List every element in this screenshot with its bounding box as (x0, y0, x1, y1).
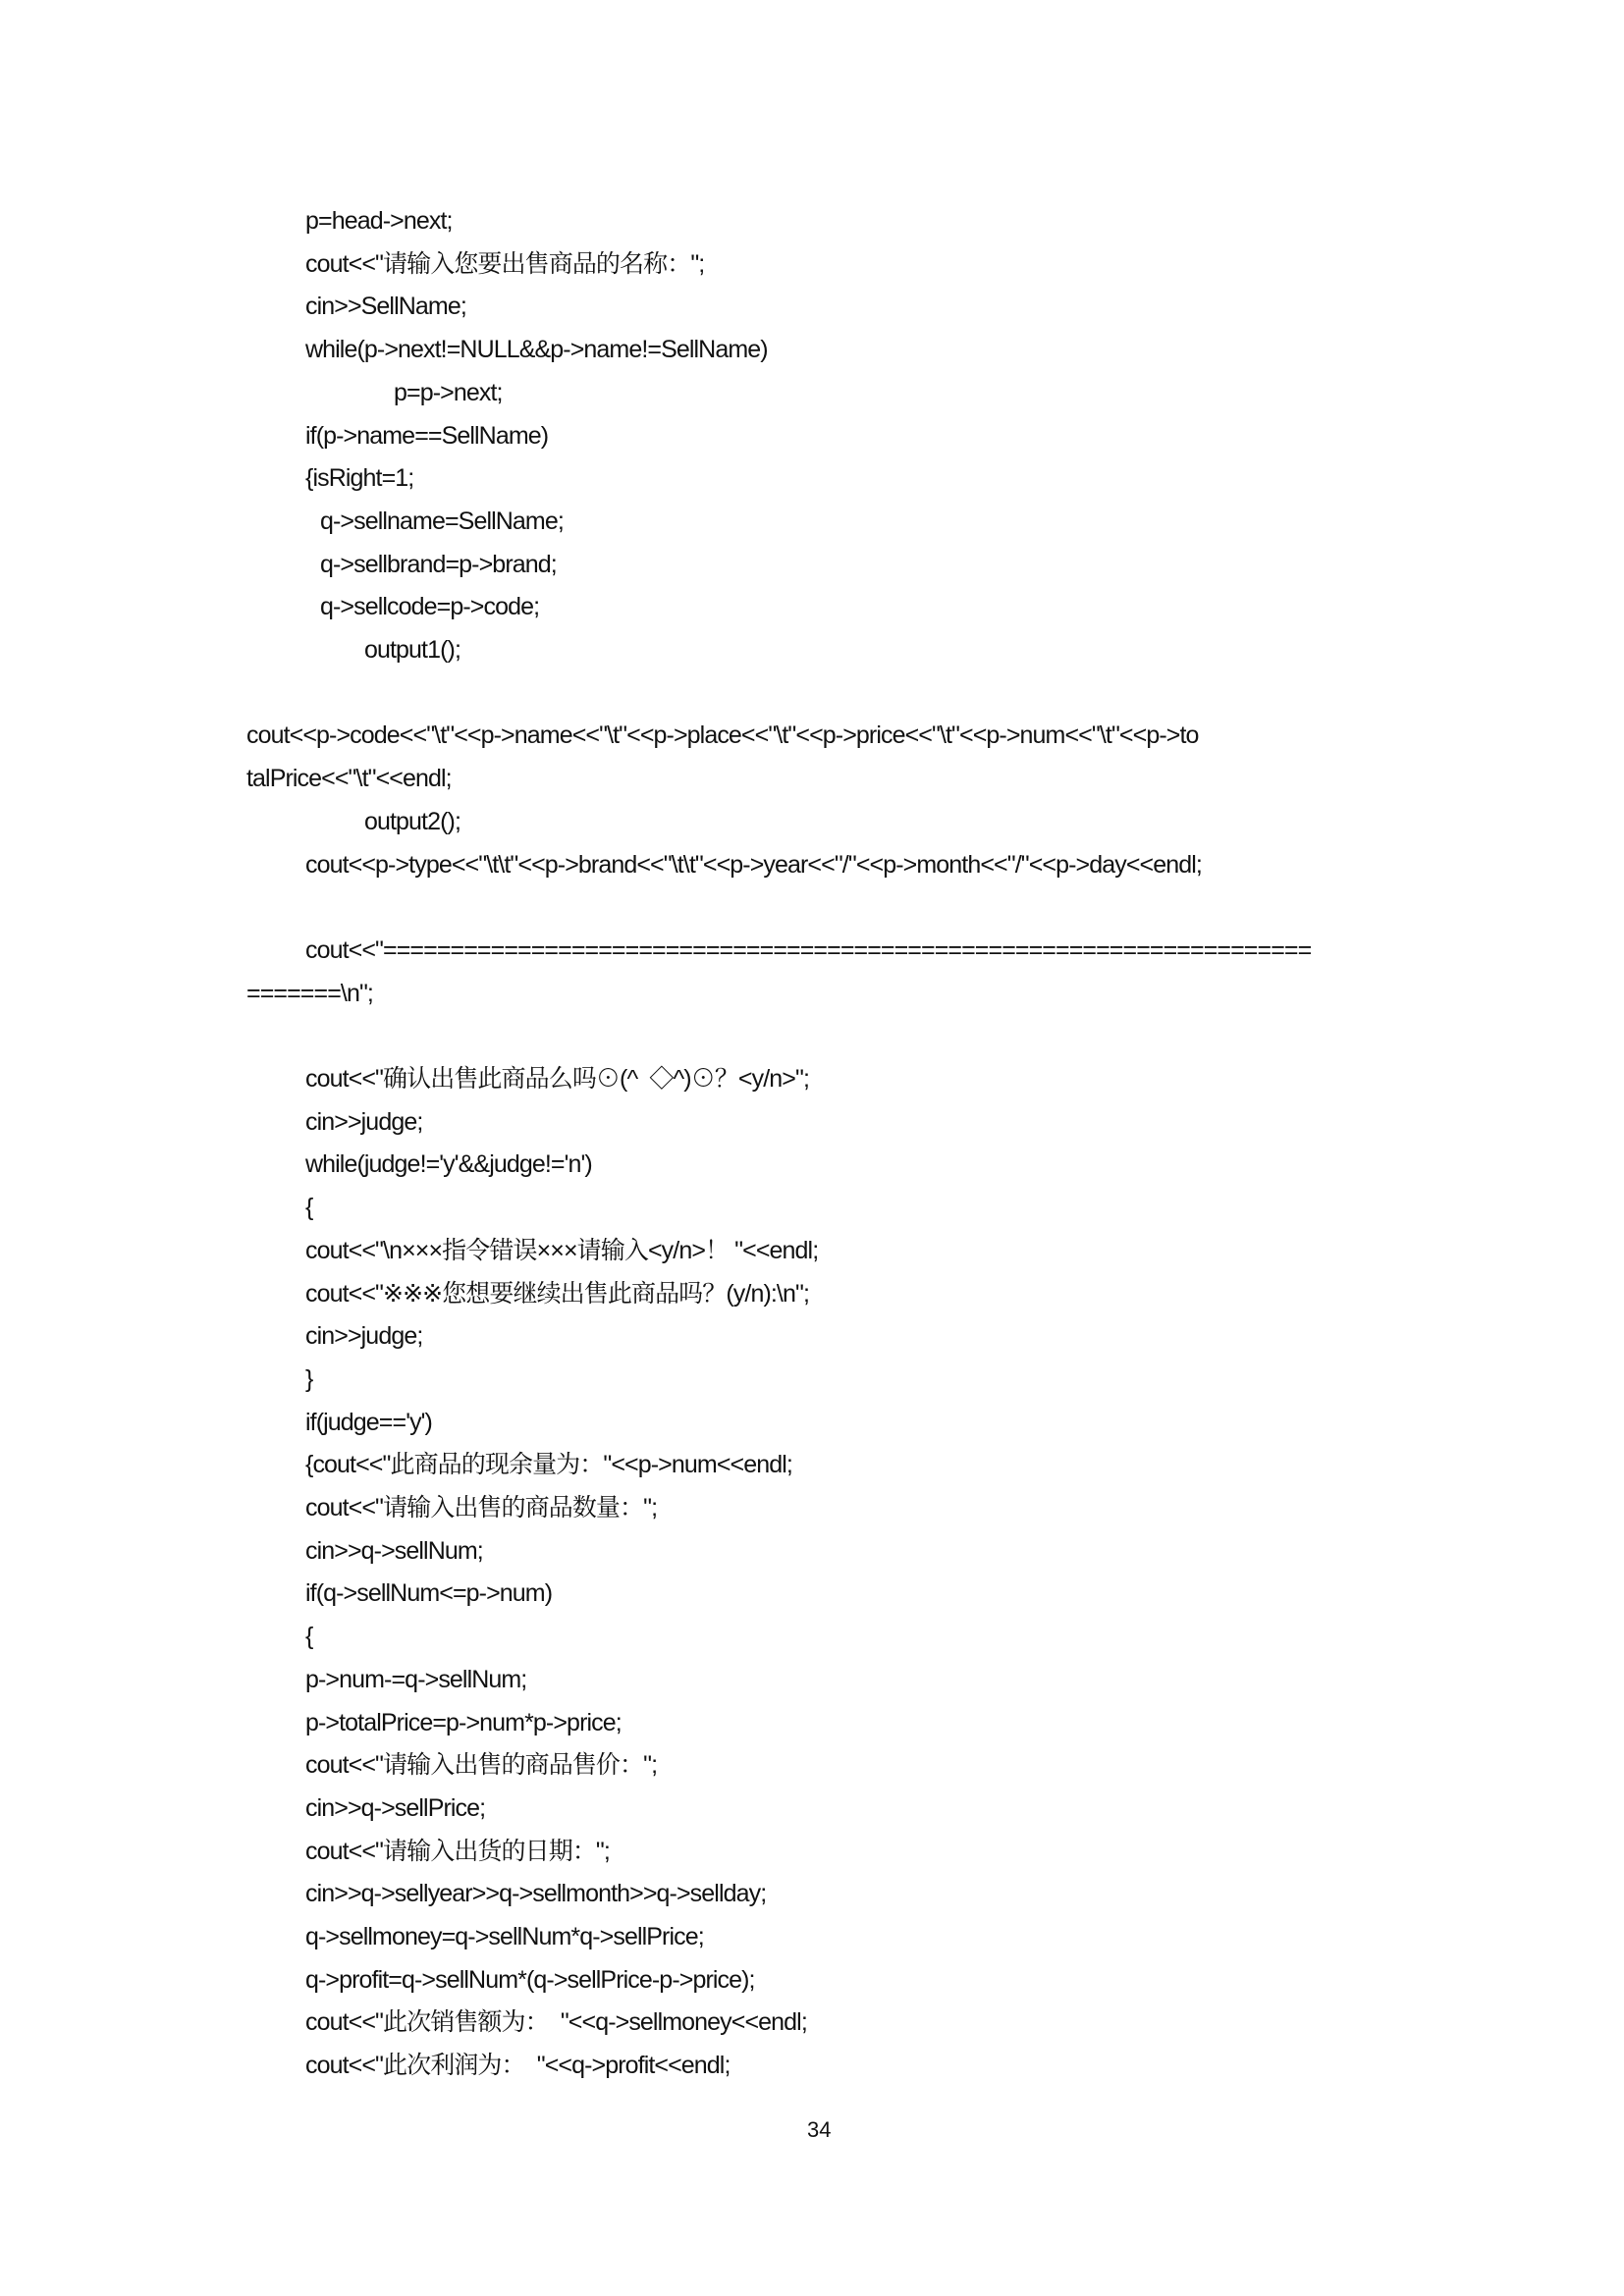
code-line: cin>>q->sellyear>>q->sellmonth>>q->sellday; (305, 1880, 767, 1908)
code-line: } (305, 1364, 313, 1393)
code-line: while(p->next!=NULL&&p->name!=SellName) (305, 336, 768, 364)
code-line: cout<<"请输入出售的商品数量："; (305, 1494, 658, 1522)
code-line: cout<<"此次销售额为： "<<q->sellmoney<<endl; (305, 2008, 807, 2037)
code-line: {cout<<"此商品的现余量为："<<p->num<<endl; (305, 1451, 792, 1479)
code-line: if(judge=='y') (305, 1408, 432, 1436)
code-line: q->sellcode=p->code; (320, 593, 540, 621)
code-line: cout<<"请输入您要出售商品的名称："; (305, 249, 705, 278)
code-line: cout<<"确认出售此商品么吗⊙(^ ◇^)⊙？<y/n>"; (305, 1065, 810, 1093)
code-line: cin>>judge; (305, 1107, 423, 1136)
code-line: cin>>SellName; (305, 293, 466, 321)
code-line: p->num-=q->sellNum; (305, 1665, 527, 1693)
code-line: cout<<"请输入出货的日期："; (305, 1837, 610, 1865)
code-line: { (305, 1194, 313, 1222)
code-line: output1(); (364, 636, 461, 664)
code-line: q->profit=q->sellNum*(q->sellPrice-p->price); (305, 1965, 755, 1994)
code-line: cout<<"\n×××指令错误×××请输入<y/n>！ "<<endl; (305, 1236, 819, 1264)
code-line: cin>>q->sellPrice; (305, 1793, 486, 1822)
code-line: p=head->next; (305, 207, 453, 235)
code-line: cout<<"请输入出售的商品售价："; (305, 1751, 658, 1780)
code-line: if(q->sellNum<=p->num) (305, 1579, 553, 1608)
code-line: q->sellname=SellName; (320, 507, 564, 535)
code-line: q->sellbrand=p->brand; (320, 550, 557, 578)
code-line: while(judge!='y'&&judge!='n') (305, 1150, 592, 1179)
code-line: {isRight=1; (305, 464, 414, 493)
code-line: { (305, 1623, 313, 1651)
code-line: cin>>judge; (305, 1322, 423, 1351)
code-line: output2(); (364, 807, 461, 835)
code-line: cin>>q->sellNum; (305, 1536, 483, 1565)
code-line: q->sellmoney=q->sellNum*q->sellPrice; (305, 1923, 704, 1950)
code-line: cout<<p->code<<"\t"<<p->name<<"\t"<<p->place<<"\t"<<p->price<<"\t"<<p->num<<"\t"<<p->to (246, 721, 1199, 750)
page-number: 34 (807, 2117, 832, 2142)
code-line: p->totalPrice=p->num*p->price; (305, 1708, 622, 1736)
code-line: =======\n"; (246, 979, 373, 1007)
code-line: cout<<"此次利润为： "<<q->profit<<endl; (305, 2052, 731, 2080)
code-line: talPrice<<"\t"<<endl; (246, 765, 452, 793)
code-line: cout<<"===================================================================== (305, 935, 1312, 964)
code-line: cout<<p->type<<"\t\t"<<p->brand<<"\t\t"<<p->year<<"/"<<p->month<<"/"<<p->day<<endl; (305, 850, 1202, 879)
code-line: cout<<"※※※您想要继续出售此商品吗？(y/n):\n"; (305, 1279, 809, 1308)
code-line: if(p->name==SellName) (305, 421, 549, 450)
code-line: p=p->next; (394, 378, 503, 406)
